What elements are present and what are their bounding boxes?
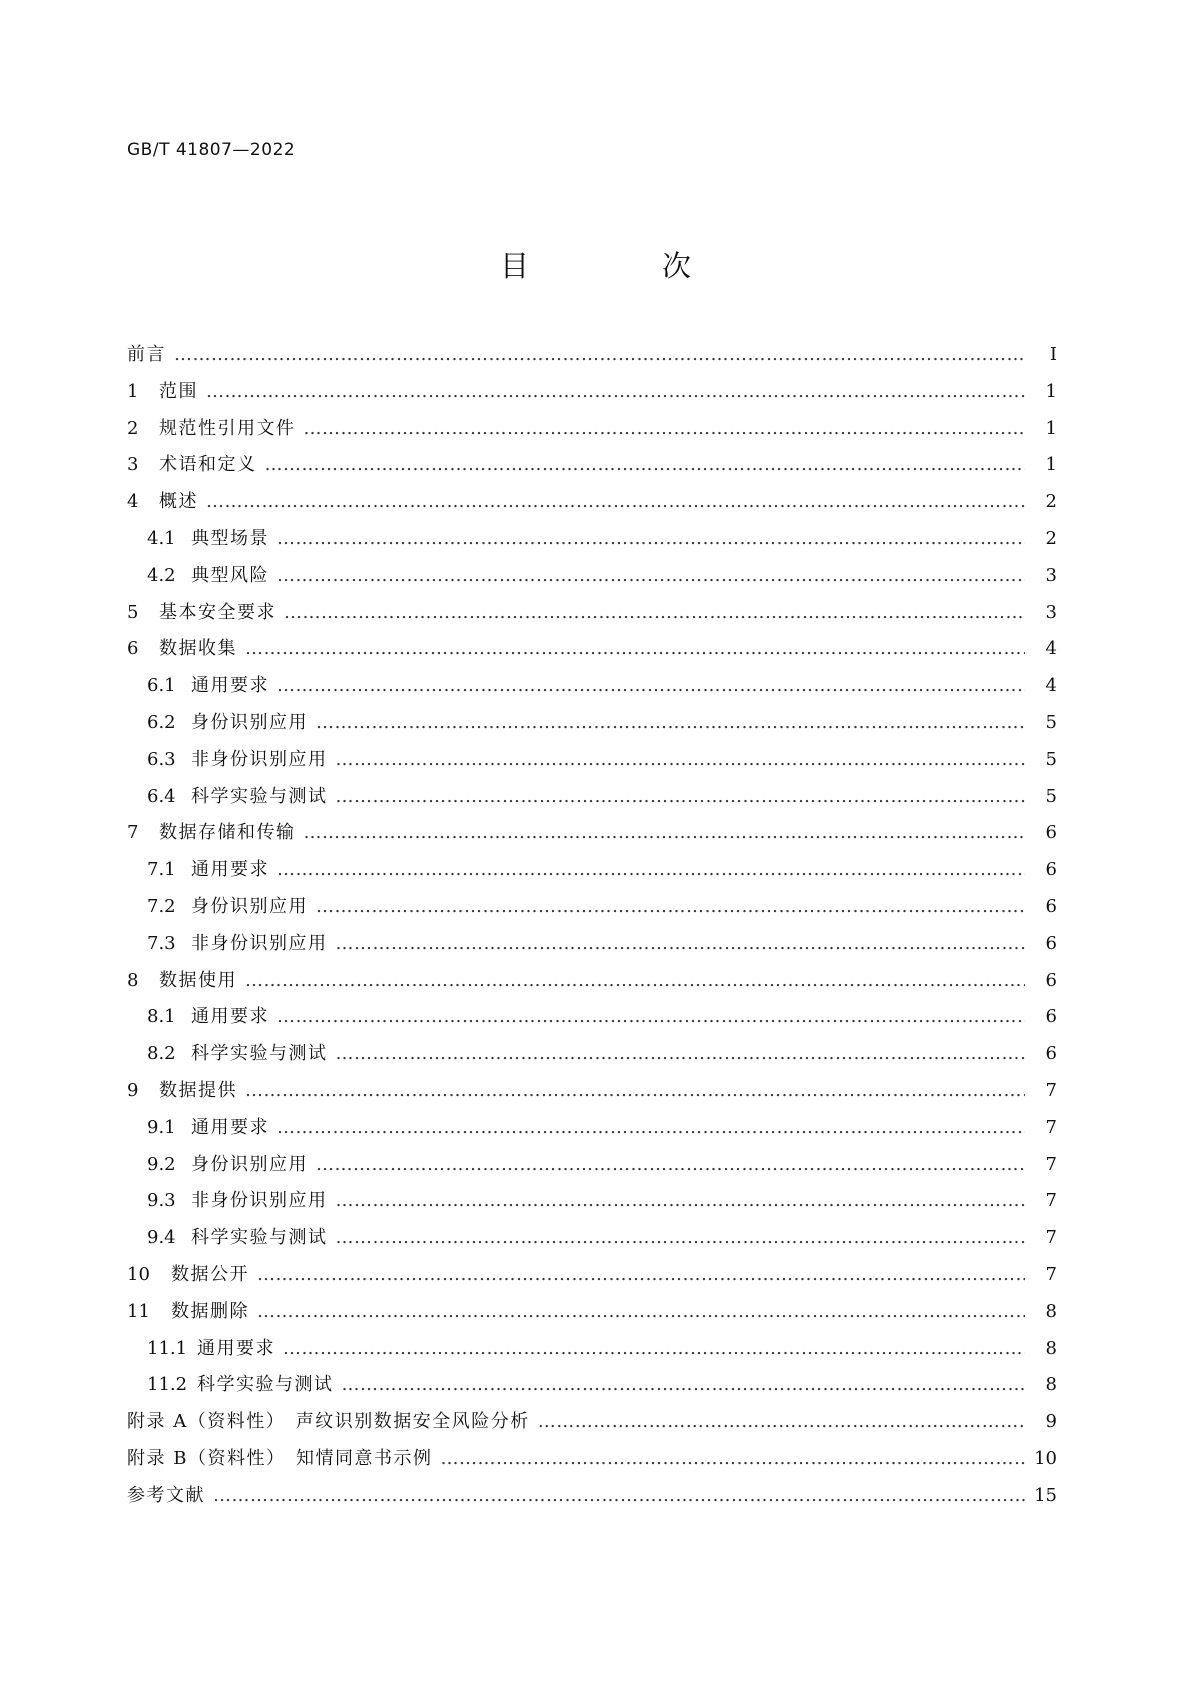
toc-entry[interactable] bbox=[127, 1039, 1057, 1076]
page-title: 目 次 bbox=[499, 249, 743, 283]
toc-entry[interactable] bbox=[127, 966, 1057, 1003]
toc-entry-label: 概述 bbox=[159, 491, 198, 513]
toc-dot-leader bbox=[336, 749, 1026, 770]
toc-entry[interactable] bbox=[127, 855, 1057, 892]
toc-entry-number: 6.1 bbox=[147, 675, 176, 697]
toc-entry-page: 6 bbox=[1045, 822, 1057, 844]
toc-entry-label: 参考文献 bbox=[127, 1484, 205, 1506]
toc-entry[interactable] bbox=[127, 782, 1057, 819]
toc-entry[interactable] bbox=[127, 1186, 1057, 1223]
toc-entry[interactable] bbox=[127, 1370, 1057, 1407]
toc-entry-page: 7 bbox=[1045, 1227, 1057, 1249]
toc-dot-leader bbox=[304, 418, 1026, 439]
toc-entry[interactable] bbox=[127, 1444, 1057, 1481]
toc-dot-leader bbox=[245, 1080, 1025, 1101]
toc-entry-page: 8 bbox=[1045, 1337, 1057, 1359]
toc-entry-label: 非身份识别应用 bbox=[191, 932, 328, 954]
toc-entry-label: 身份识别应用 bbox=[191, 711, 308, 733]
toc-dot-leader bbox=[316, 896, 1025, 917]
toc-entry[interactable] bbox=[127, 524, 1057, 561]
toc-entry-label: 典型风险 bbox=[191, 564, 269, 586]
toc-entry[interactable] bbox=[127, 487, 1057, 524]
toc-entry[interactable] bbox=[127, 377, 1057, 414]
toc-dot-leader bbox=[277, 1006, 1025, 1027]
toc-entry-page: 1 bbox=[1045, 380, 1057, 402]
toc-entry[interactable] bbox=[127, 634, 1057, 671]
toc-entry-page: 4 bbox=[1045, 675, 1057, 697]
toc-entry-page: 2 bbox=[1045, 491, 1057, 513]
toc-entry-label: 数据存储和传输 bbox=[159, 822, 296, 844]
toc-entry-number: 1 bbox=[127, 380, 139, 402]
toc-entry-label: 数据公开 bbox=[171, 1263, 249, 1285]
toc-dot-leader bbox=[257, 1301, 1025, 1322]
toc-entry[interactable] bbox=[127, 414, 1057, 451]
toc-entry-number: 8.1 bbox=[147, 1006, 176, 1028]
toc-entry-label: 规范性引用文件 bbox=[159, 417, 296, 439]
toc-entry[interactable] bbox=[127, 1297, 1057, 1334]
toc-entry[interactable] bbox=[127, 929, 1057, 966]
toc-entry-label: 科学实验与测试 bbox=[197, 1374, 334, 1396]
toc-entry-page: 6 bbox=[1045, 969, 1057, 991]
toc-entry-label: 前言 bbox=[127, 344, 166, 365]
toc-entry-number: 6 bbox=[127, 638, 139, 660]
toc-entry[interactable] bbox=[127, 561, 1057, 598]
toc-entry-number: 10 bbox=[127, 1263, 150, 1285]
toc-entry-label: 通用要求 bbox=[191, 1006, 269, 1028]
toc-dot-leader bbox=[277, 565, 1025, 586]
toc-entry-number: 9.2 bbox=[147, 1153, 176, 1175]
toc-entry-number: 7.3 bbox=[147, 932, 176, 954]
toc-dot-leader bbox=[213, 1485, 1025, 1506]
toc-dot-leader bbox=[277, 1117, 1025, 1138]
toc-entry-label: 附录 A（资料性） 声纹识别数据安全风险分析 bbox=[127, 1411, 530, 1433]
toc-entry-label: 典型场景 bbox=[191, 527, 269, 549]
toc-entry-page: 6 bbox=[1045, 1043, 1057, 1065]
toc-entry-page: 5 bbox=[1045, 711, 1057, 733]
toc-entry-page: 1 bbox=[1045, 454, 1057, 476]
toc-dot-leader bbox=[336, 1227, 1026, 1248]
toc-entry-page: 5 bbox=[1045, 748, 1057, 770]
toc-dot-leader bbox=[336, 1190, 1026, 1211]
toc-entry-label: 范围 bbox=[159, 380, 198, 402]
toc-entry-number: 8 bbox=[127, 969, 139, 991]
toc-entry-page: 6 bbox=[1045, 932, 1057, 954]
toc-entry-label: 通用要求 bbox=[191, 859, 269, 881]
toc-entry-label: 术语和定义 bbox=[159, 454, 257, 476]
toc-dot-leader bbox=[277, 528, 1025, 549]
toc-dot-leader bbox=[336, 1043, 1026, 1064]
toc-entry[interactable] bbox=[127, 818, 1057, 855]
toc-entry-label: 科学实验与测试 bbox=[191, 785, 328, 807]
toc-entry-page: 6 bbox=[1045, 895, 1057, 917]
toc-entry[interactable] bbox=[127, 1223, 1057, 1260]
toc-entry-page: 9 bbox=[1045, 1411, 1057, 1433]
toc-dot-leader bbox=[206, 381, 1025, 402]
toc-dot-leader bbox=[336, 786, 1026, 807]
toc-entry[interactable] bbox=[127, 1150, 1057, 1187]
toc-dot-leader bbox=[440, 1448, 1025, 1469]
toc-entry-number: 4.2 bbox=[147, 564, 176, 586]
toc-entry-number: 2 bbox=[127, 417, 139, 439]
toc-entry-label: 数据使用 bbox=[159, 969, 237, 991]
toc-entry-label: 通用要求 bbox=[191, 1116, 269, 1138]
toc-entry-number: 9.3 bbox=[147, 1190, 176, 1212]
toc-entry[interactable] bbox=[127, 892, 1057, 929]
toc-entry-page: 6 bbox=[1045, 1006, 1057, 1028]
toc-entry-page: 10 bbox=[1034, 1447, 1057, 1469]
toc-entry-page: 7 bbox=[1045, 1263, 1057, 1285]
toc-entry-page: 7 bbox=[1045, 1116, 1057, 1138]
toc-entry[interactable] bbox=[127, 671, 1057, 708]
toc-dot-leader bbox=[265, 454, 1026, 475]
toc-dot-leader bbox=[342, 1374, 1026, 1395]
standard-code: GB/T 41807—2022 bbox=[127, 140, 296, 160]
toc-entry-page: 7 bbox=[1045, 1079, 1057, 1101]
toc-entry-number: 7.2 bbox=[147, 895, 176, 917]
toc-entry-number: 4.1 bbox=[147, 527, 176, 549]
toc-entry[interactable] bbox=[127, 1334, 1057, 1371]
toc-entry-label: 基本安全要求 bbox=[159, 601, 276, 623]
toc-dot-leader bbox=[284, 602, 1025, 623]
toc-entry-number: 7 bbox=[127, 822, 139, 844]
toc-entry-page: Ⅰ bbox=[1049, 344, 1057, 365]
toc-entry-page: 3 bbox=[1045, 564, 1057, 586]
toc-entry[interactable] bbox=[127, 1002, 1057, 1039]
toc-entry-page: 8 bbox=[1045, 1300, 1057, 1322]
toc-entry-number: 5 bbox=[127, 601, 139, 623]
toc-entry-label: 身份识别应用 bbox=[191, 895, 308, 917]
toc-entry[interactable] bbox=[127, 708, 1057, 745]
toc-entry-page: 5 bbox=[1045, 785, 1057, 807]
toc-entry-label: 身份识别应用 bbox=[191, 1153, 308, 1175]
toc-entry-number: 11.1 bbox=[147, 1337, 188, 1359]
toc-entry-label: 非身份识别应用 bbox=[191, 1190, 328, 1212]
toc-entry[interactable] bbox=[127, 1407, 1057, 1444]
toc-entry-number: 6.3 bbox=[147, 748, 176, 770]
toc-entry-label: 数据收集 bbox=[159, 638, 237, 660]
toc-dot-leader bbox=[245, 970, 1025, 991]
table-of-contents bbox=[127, 340, 1057, 1518]
toc-entry-number: 9 bbox=[127, 1079, 139, 1101]
toc-dot-leader bbox=[257, 1264, 1025, 1285]
toc-dot-leader bbox=[336, 933, 1026, 954]
toc-entry[interactable] bbox=[127, 1481, 1057, 1518]
toc-entry-label: 科学实验与测试 bbox=[191, 1043, 328, 1065]
toc-entry-number: 3 bbox=[127, 454, 139, 476]
toc-entry[interactable] bbox=[127, 598, 1057, 635]
toc-entry-label: 附录 B（资料性） 知情同意书示例 bbox=[127, 1447, 433, 1469]
toc-entry-number: 11.2 bbox=[147, 1374, 188, 1396]
toc-dot-leader bbox=[538, 1411, 1025, 1432]
toc-entry[interactable] bbox=[127, 745, 1057, 782]
toc-dot-leader bbox=[304, 822, 1026, 843]
toc-entry[interactable] bbox=[127, 1113, 1057, 1150]
toc-dot-leader bbox=[174, 344, 1025, 365]
toc-entry-number: 9.4 bbox=[147, 1227, 176, 1249]
toc-entry-page: 2 bbox=[1045, 527, 1057, 549]
toc-dot-leader bbox=[277, 675, 1025, 696]
toc-entry-number: 11 bbox=[127, 1300, 150, 1322]
toc-entry-label: 科学实验与测试 bbox=[191, 1227, 328, 1249]
toc-entry-label: 数据提供 bbox=[159, 1079, 237, 1101]
toc-entry[interactable] bbox=[127, 1260, 1057, 1297]
toc-dot-leader bbox=[316, 712, 1025, 733]
toc-entry-label: 通用要求 bbox=[191, 675, 269, 697]
toc-entry-page: 7 bbox=[1045, 1153, 1057, 1175]
toc-entry-page: 4 bbox=[1045, 638, 1057, 660]
toc-entry-label: 通用要求 bbox=[197, 1337, 275, 1359]
toc-dot-leader bbox=[206, 491, 1025, 512]
toc-entry-number: 6.4 bbox=[147, 785, 176, 807]
toc-entry-page: 3 bbox=[1045, 601, 1057, 623]
toc-dot-leader bbox=[245, 638, 1025, 659]
toc-dot-leader bbox=[277, 859, 1025, 880]
toc-entry-label: 非身份识别应用 bbox=[191, 748, 328, 770]
toc-entry-number: 8.2 bbox=[147, 1043, 176, 1065]
toc-entry-page: 1 bbox=[1045, 417, 1057, 439]
toc-entry-number: 7.1 bbox=[147, 859, 176, 881]
toc-entry-number: 4 bbox=[127, 491, 139, 513]
toc-entry-page: 15 bbox=[1034, 1484, 1057, 1506]
toc-entry-page: 6 bbox=[1045, 859, 1057, 881]
toc-entry-number: 9.1 bbox=[147, 1116, 176, 1138]
toc-entry-page: 8 bbox=[1045, 1374, 1057, 1396]
toc-entry-number: 6.2 bbox=[147, 711, 176, 733]
toc-dot-leader bbox=[283, 1338, 1025, 1359]
toc-entry[interactable] bbox=[127, 1076, 1057, 1113]
toc-entry-label: 数据删除 bbox=[171, 1300, 249, 1322]
toc-entry[interactable] bbox=[127, 450, 1057, 487]
toc-entry[interactable] bbox=[127, 340, 1057, 377]
toc-dot-leader bbox=[316, 1154, 1025, 1175]
toc-entry-page: 7 bbox=[1045, 1190, 1057, 1212]
